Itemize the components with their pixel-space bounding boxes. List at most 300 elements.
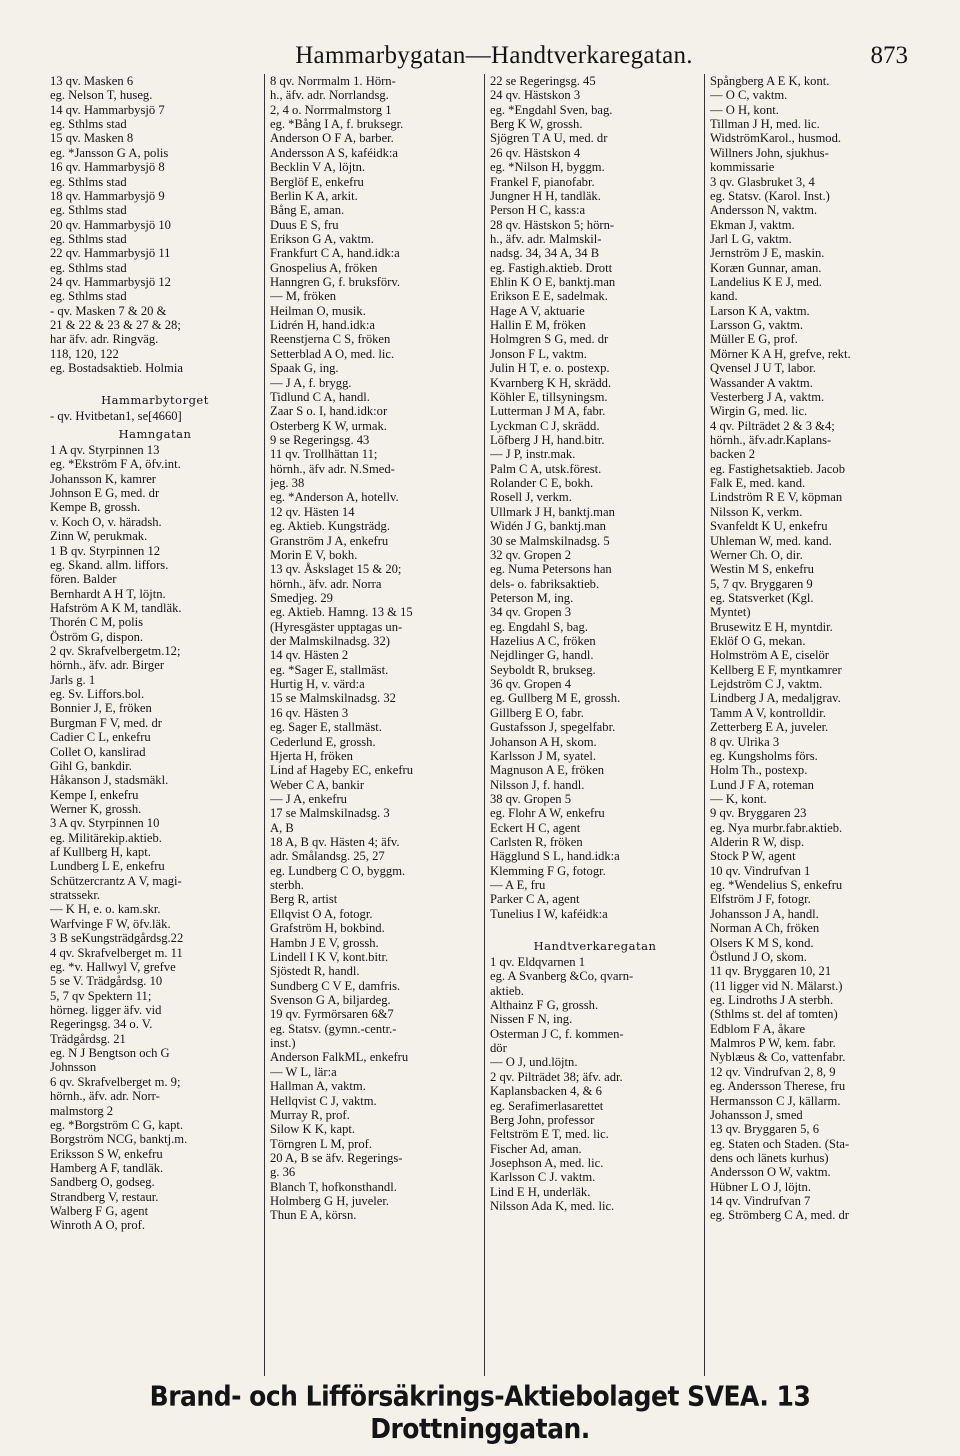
directory-entry: Edblom F A, åkare [710,1021,806,1036]
directory-entry: 3 A qv. Styrpinnen 10 [50,816,160,831]
directory-entry: Anderson O F A, barber. [270,131,394,146]
directory-entry: eg. Skand. allm. liffors. [50,557,169,572]
directory-entry: 2 qv. Skrafvelbergetm.12; [50,644,181,659]
directory-entry: eg. Numa Petersons han [490,562,612,577]
directory-entry: (Hyresgäster upptagas un- [270,619,403,634]
directory-entry: eg. *Jansson G A, polis [50,145,169,160]
directory-entry: eg. Sthlms stad [50,117,127,132]
directory-entry: Frankfurt C A, hand.idk:a [270,246,400,261]
directory-entry: Ehlin K O E, banktj.man [490,275,616,290]
directory-entry: 24 qv. Hästskon 3 [490,88,581,103]
directory-column-3 [484,74,704,1376]
directory-entry: Kempe I, enkefru [50,787,139,802]
directory-entry: Magnuson A E, fröken [490,763,605,778]
street-heading: Handtverkaregatan [533,938,657,953]
directory-entry: (11 ligger vid N. Mälarst.) [710,978,843,993]
directory-entry: Rolander C E, bokh. [490,476,594,491]
directory-entry: Nejdlinger G, handl. [490,648,594,663]
directory-entry: A, B [270,820,294,835]
directory-entry: Julin H T, e. o. postexp. [490,361,610,376]
directory-entry: — J P, instr.mak. [490,447,576,462]
directory-entry: — O J, und.löjtn. [490,1055,578,1070]
directory-entry: Nilsson Ada K, med. lic. [490,1199,615,1214]
directory-entry: WidströmKarol., husmod. [710,131,842,146]
page-title: Hammarbygatan—Handtverkaregatan. [295,42,693,69]
directory-entry: 12 qv. Vindrufvan 2, 8, 9 [710,1064,836,1079]
directory-entry: 14 qv. Hammarbysjö 7 [50,102,165,117]
directory-entry: Seyboldt R, brukseg. [490,662,596,677]
directory-entry: 10 qv. Vindrufvan 1 [710,863,811,878]
directory-entry: sterbh. [270,878,304,893]
directory-entry: kand. [710,289,738,304]
directory-entry: Wirgin G, med. lic. [710,404,808,419]
directory-entry: Nilsson K, verkm. [710,504,803,519]
directory-entry: 17 se Malmskilnadsg. 3 [270,806,390,821]
directory-entry: 20 qv. Hammarbysjö 10 [50,217,171,232]
directory-entry: Uhleman W, med. kand. [710,533,832,548]
directory-entry: eg. Flohr A W, enkefru [490,806,605,821]
directory-entry: — W L, lär:a [270,1064,337,1079]
directory-entry: Hamberg A F, tandläk. [50,1160,164,1175]
directory-entry: - qv. Hvitbetan1, se[4660] [50,409,182,424]
directory-entry: Strandberg V, restaur. [50,1189,159,1204]
directory-entry: 36 qv. Gropen 4 [490,677,572,692]
directory-entry: eg. Staten och Staden. (Sta- [710,1136,850,1151]
directory-entry: Widén J G, banktj.man [490,519,606,534]
directory-entry: adr. Smålandsg. 25, 27 [270,849,385,864]
directory-entry: eg. Serafimerlasarettet [490,1098,604,1113]
directory-entry: Hallin E M, fröken [490,318,586,333]
directory-entry: 24 qv. Hammarbysjö 12 [50,275,171,290]
directory-entry: Nyblæus & Co, vattenfabr. [710,1050,846,1065]
directory-entry: Qvensel J U T, labor. [710,361,816,376]
directory-entry: Berglöf E, enkefru [270,174,364,189]
directory-entry: Lejdström C J, vaktm. [710,677,823,692]
directory-columns [50,74,920,1376]
directory-entry: 3 B seKungsträdgårdsg.22 [50,931,184,946]
directory-entry: eg. Strömberg C A, med. dr [710,1208,849,1223]
directory-entry: 4 qv. Pilträdet 2 & 3 &4; [710,418,835,433]
directory-entry: eg. Aktieb. Kungsträdg. [270,519,390,534]
page-number: 873 [870,42,908,69]
directory-entry: 9 se Regeringsg. 43 [270,432,370,447]
directory-entry: Silow K K, kapt. [270,1122,356,1137]
directory-entry: Person H C, kass:a [490,203,586,218]
directory-entry: 14 qv. Hästen 2 [270,648,349,663]
directory-entry: hörnh., äfv. adr. Norra [270,576,382,591]
directory-entry: eg. Sthlms stad [50,203,127,218]
directory-entry: (Sthlms st. del af tomten) [710,1007,838,1022]
directory-entry: h., äfv. adr. Malmskil- [490,231,602,246]
directory-entry: Mörner K A H, grefve, rekt. [710,346,851,361]
directory-entry: Olsers K M S, kond. [710,935,814,950]
directory-entry: Weber C A, bankir [270,777,365,792]
directory-entry: eg. Bostadsaktieb. Holmia [50,361,183,376]
directory-entry: Kellberg E F, myntkamrer [710,662,842,677]
directory-entry: 22 qv. Hammarbysjö 11 [50,246,171,261]
directory-entry: Hanngren G, f. bruksförv. [270,275,400,290]
directory-entry: Tunelius I W, kaféidk:a [490,906,608,921]
directory-entry: — A E, fru [490,878,546,893]
directory-entry: Falk E, med. kand. [710,476,806,491]
directory-entry: Hägglund S L, hand.idk:a [490,849,620,864]
directory-entry: Zetterberg E A, juveler. [710,720,829,735]
directory-entry: Lindberg J A, medaljgrav. [710,691,841,706]
directory-entry: 1 qv. Eldqvarnen 1 [490,954,586,969]
directory-entry: Lind E H, underläk. [490,1184,591,1199]
directory-entry: Jernström J E, maskin. [710,246,825,261]
directory-entry: inst.) [270,1036,296,1051]
directory-entry: — O C, vaktm. [710,88,788,103]
directory-entry: malmstorg 2 [50,1103,114,1118]
directory-entry: Berg K W, grossh. [490,117,583,132]
directory-entry: Collet O, kanslirad [50,744,146,759]
directory-entry: hörnh., äfv adr. N.Smed- [270,461,395,476]
directory-entry: — J A, f. brygg. [270,375,352,390]
directory-entry: Hambn J E V, grossh. [270,935,379,950]
directory-entry: Tillman J H, med. lic. [710,117,820,132]
directory-entry: Stock P W, agent [710,849,796,864]
directory-entry: Bernhardt A H T, löjtn. [50,586,166,601]
directory-entry: 3 qv. Glasbruket 3, 4 [710,174,815,189]
directory-entry: 16 qv. Hammarbysjö 8 [50,160,165,175]
directory-entry: eg. Lindroths J A sterbh. [710,993,834,1007]
directory-entry: hörnh., äfv. adr. Norr- [50,1089,160,1104]
directory-entry: Westin M S, enkefru [710,562,814,577]
street-heading: Hamngatan [118,426,192,441]
directory-entry: Schützercrantz A V, magi- [50,873,182,888]
directory-entry: Lidrén H, hand.idk:a [270,318,375,333]
directory-entry: Johnson E G, med. dr [50,486,160,501]
directory-entry: Blanch T, hofkonsthandl. [270,1179,397,1194]
directory-entry: eg. *Engdahl Sven, bag. [490,102,613,117]
directory-entry: Eckert H C, agent [490,820,581,835]
directory-entry: Althainz F G, grossh. [490,998,599,1012]
directory-entry: Bonnier J, E, fröken [50,701,152,716]
directory-entry: Kempe B, grossh. [50,500,141,515]
directory-entry: Johansson J A, handl. [710,906,819,921]
directory-entry: — O H, kont. [710,102,779,117]
directory-entry: Öström G, dispon. [50,629,144,644]
directory-entry: Köhler E, tillsyningsm. [490,389,608,404]
directory-entry: eg. Sthlms stad [50,260,127,275]
directory-entry: Nilsson J, f. handl. [490,777,585,792]
directory-entry: Borgström NCG, banktj.m. [50,1132,188,1147]
directory-entry: eg. Kungsholms förs. [710,748,818,763]
directory-entry: 14 qv. Vindrufvan 7 [710,1194,811,1209]
directory-entry: Hellqvist C J, vaktm. [270,1093,377,1108]
directory-entry: Löfberg J H, hand.bitr. [490,432,605,447]
directory-entry: Osterberg K W, urmak. [270,418,387,433]
directory-entry: Hübner L O J, löjtn. [710,1179,811,1194]
directory-entry: Andersson O W, vaktm. [710,1165,831,1180]
directory-entry: 2, 4 o. Norrmalmstorg 1 [270,102,392,117]
directory-entry: Erikson E E, sadelmak. [490,289,608,304]
directory-entry: dels- o. fabriksaktieb. [490,576,600,591]
directory-entry: 21 & 22 & 23 & 27 & 28; [50,318,181,333]
directory-entry: Larsson G, vaktm. [710,318,804,333]
directory-entry: eg. Sager E, stallmäst. [270,720,382,735]
directory-entry: Spångberg A E K, kont. [710,74,830,88]
directory-entry: kommissarie [710,160,775,175]
directory-entry: 20 A, B se äfv. Regerings- [270,1150,403,1165]
directory-entry: Heilman O, musik. [270,303,366,318]
directory-entry: Hallman A, vaktm. [270,1079,366,1094]
directory-entry: Reenstjerna C S, fröken [270,332,391,347]
directory-entry: Willners John, sjukhus- [710,145,829,160]
directory-entry: Sjöstedt R, handl. [270,964,360,979]
directory-entry: Fischer Ad, aman. [490,1141,582,1156]
directory-entry: eg. Gullberg M E, grossh. [490,691,621,706]
directory-entry: 8 qv. Ulrika 3 [710,734,780,749]
directory-entry: Thorén C M, polis [50,615,144,630]
directory-entry: 18 A, B qv. Hästen 4; äfv. [270,835,400,850]
directory-entry: Warfvinge F W, öfv.läk. [50,916,171,931]
directory-entry: eg. Engdahl S, bag. [490,619,588,634]
directory-entry: Lindström R E V, köpman [710,490,843,505]
directory-entry: Lundberg L E, enkefru [50,859,165,874]
directory-entry: Feltström E T, med. lic. [490,1127,609,1142]
directory-entry: Werner Ch. O, dir. [710,547,803,562]
directory-entry: eg. *Borgström C G, kapt. [50,1117,184,1132]
directory-entry: Johansson K, kamrer [50,471,156,486]
directory-entry: Hurtig H, v. värd:a [270,677,365,692]
directory-entry: Walberg F G, agent [50,1204,149,1219]
directory-entry: Wassander A vaktm. [710,375,813,390]
directory-entry: 30 se Malmskilnadsg. 5 [490,533,610,548]
directory-entry: 32 qv. Gropen 2 [490,547,572,562]
directory-entry: Svenson G A, biljardeg. [270,993,391,1007]
directory-column-1 [50,74,264,1376]
directory-entry: hörnh., äfv. adr. Birger [50,658,165,673]
directory-entry: eg. Nelson T, huseg. [50,88,153,103]
directory-entry: Ellqvist O A, fotogr. [270,906,373,921]
directory-entry: Ekman J, vaktm. [710,217,795,232]
directory-entry: 22 se Regeringsg. 45 [490,74,596,88]
directory-entry: Holm Th., postexp. [710,763,808,778]
directory-entry: eg. *Sager E, stallmäst. [270,662,389,677]
directory-entry: Eklöf O G, mekan. [710,634,806,649]
directory-entry: — J A, enkefru [270,791,347,806]
directory-entry: — K H, e. o. kam.skr. [50,902,161,917]
advertisement-footer: Brand- och Lifförsäkrings-Aktiebolaget SVEA. 13 Drottninggatan. [149,1379,811,1445]
directory-entry: eg. A Svanberg &Co, qvarn- [490,969,634,984]
directory-entry: Setterblad A O, med. lic. [270,346,395,361]
directory-entry: eg. Sv. Liffors.bol. [50,687,145,702]
directory-column-4 [704,74,920,1376]
directory-entry: Hage A V, aktuarie [490,303,585,318]
directory-entry: Burgman F V, med. dr [50,715,162,730]
directory-entry: eg. *Bång I A, f. bruksegr. [270,117,404,132]
directory-entry: eg. Fastighetsaktieb. Jacob [710,461,846,476]
directory-entry: Berg John, professor [490,1112,595,1127]
directory-entry: der Malmskilnadsg. 32) [270,634,390,649]
directory-entry: Bång E, aman. [270,203,345,218]
directory-entry: Kvarnberg K H, skrädd. [490,375,612,390]
directory-entry: Hazelius A C, fröken [490,634,596,649]
directory-entry: eg. Statsv. (Karol. Inst.) [710,188,830,203]
directory-entry: Koræn Gunnar, aman. [710,260,822,275]
directory-entry: Müller E G, prof. [710,332,798,347]
directory-entry: 5, 7 qv. Bryggaren 9 [710,576,813,591]
directory-entry: Lyckman C J, skrädd. [490,418,600,433]
directory-entry: Holmgren S G, med. dr [490,332,609,347]
directory-entry: Klemming F G, fotogr. [490,863,606,878]
directory-entry: Malmros P W, kem. fabr. [710,1036,836,1051]
directory-entry: Karlsson C J. vaktm. [490,1170,596,1185]
directory-entry: Gustafsson J, spegelfabr. [490,720,616,735]
directory-entry: Josephson A, med. lic. [490,1155,604,1170]
directory-column-2 [264,74,484,1376]
directory-entry: 19 qv. Fyrmörsaren 6&7 [270,1007,394,1022]
directory-entry: Lind af Hageby EC, enkefru [270,763,414,778]
directory-entry: Elfström J F, fotogr. [710,892,811,907]
directory-entry: Granström J A, enkefru [270,533,389,548]
directory-entry: nadsg. 34, 34 A, 34 B [490,246,600,261]
directory-entry: g. 36 [270,1165,296,1180]
directory-entry: Gihl G, bankdir. [50,758,132,773]
directory-entry: Palm C A, utsk.förest. [490,461,602,476]
directory-entry: Cadier C L, enkefru [50,730,151,745]
directory-entry: — K, kont. [710,791,767,806]
directory-entry: stratssekr. [50,888,101,903]
directory-entry: Berlin K A, arkit. [270,188,358,203]
directory-entry: Rosell J, verkm. [490,490,572,505]
directory-entry: Johnsson [50,1060,97,1075]
directory-entry: Gnospelius A, fröken [270,260,378,275]
directory-entry: Jarl L G, vaktm. [710,231,792,246]
directory-entry: 12 qv. Hästen 14 [270,504,355,519]
directory-entry: eg. Aktieb. Hamng. 13 & 15 [270,605,413,620]
directory-entry: eg. *Anderson A, hotellv. [270,490,399,505]
directory-entry: Frankel F, pianofabr. [490,174,595,189]
directory-entry: eg. Nya murbr.fabr.aktieb. [710,820,843,835]
directory-entry: Landelius K E J, med. [710,275,822,290]
directory-entry: 2 qv. Pilträdet 38; äfv. adr. [490,1069,623,1084]
directory-entry: Östlund J O, skom. [710,949,807,964]
directory-entry: h., äfv. adr. Norrlandsg. [270,88,389,103]
directory-entry: Lindell I K V, kont.bitr. [270,949,389,964]
directory-entry: Larson K A, vaktm. [710,303,810,318]
directory-entry: Smedjeg. 29 [270,590,333,605]
directory-entry: Ullmark J H, banktj.man [490,504,615,519]
directory-entry: 9 qv. Bryggaren 23 [710,806,807,821]
directory-entry: 15 qv. Masken 8 [50,131,134,146]
directory-entry: Anderson FalkML, enkefru [270,1050,409,1065]
directory-entry: 13 qv. Bryggaren 5, 6 [710,1122,820,1137]
directory-entry: 34 qv. Gropen 3 [490,605,572,620]
directory-entry: 15 se Malmskilnadsg. 32 [270,691,396,706]
directory-entry: eg. Fastigh.aktieb. Drott [490,260,613,275]
directory-entry: backen 2 [710,447,756,462]
directory-entry: Berg R, artist [270,892,338,907]
directory-entry: Alderin R W, disp. [710,835,805,850]
directory-entry: Duus E S, fru [270,217,339,232]
page-header [80,42,908,72]
directory-entry: 1 A qv. Styrpinnen 13 [50,442,160,457]
directory-entry: Håkanson J, stadsmäkl. [50,773,169,788]
directory-entry: 118, 120, 122 [50,346,119,361]
directory-entry: 18 qv. Hammarbysjö 9 [50,188,165,203]
directory-entry: 6 qv. Skrafvelberget m. 9; [50,1074,181,1089]
directory-entry: 5, 7 qv Spektern 11; [50,988,152,1003]
directory-entry: 11 qv. Trollhättan 11; [270,447,378,462]
directory-entry: Svanfeldt K U, enkefru [710,519,828,534]
directory-entry: 28 qv. Hästskon 5; hörn- [490,217,615,232]
directory-entry: eg. *v. Hallwyl V, grefve [50,959,176,974]
directory-entry: Morin E V, bokh. [270,547,358,562]
directory-entry: — M, fröken [270,289,337,304]
directory-entry: eg. Statsverket (Kgl. [710,590,814,605]
street-heading: Hammarbytorget [101,392,209,407]
directory-entry: Trädgårdsg. 21 [50,1031,126,1046]
directory-entry: Hjerta H, fröken [270,748,353,763]
directory-entry: Winroth A O, prof. [50,1218,145,1233]
directory-entry: Eriksson S W, enkefru [50,1146,163,1161]
directory-entry: hörneg. ligger äfv. vid [50,1003,162,1017]
directory-entry: eg. Sthlms stad [50,231,127,246]
directory-entry: Grafström H, bokbind. [270,921,385,936]
directory-entry: 1 B qv. Styrpinnen 12 [50,543,161,558]
directory-entry: Hafström A K M, tandläk. [50,600,182,615]
directory-entry: Lund J F A, roteman [710,777,814,792]
directory-entry: 4 qv. Skrafvelberget m. 11 [50,945,183,960]
directory-entry: Parker C A, agent [490,892,580,907]
directory-entry: 5 se V. Trädgårdsg. 10 [50,974,163,989]
directory-entry: Becklin V A, löjtn. [270,160,366,175]
directory-entry: Zaar S o. I, hand.idk:or [270,404,388,419]
directory-entry: Vesterberg J A, vaktm. [710,389,825,404]
directory-entry: Tamm A V, kontrolldir. [710,705,826,720]
directory-entry: Erikson G A, vaktm. [270,231,374,246]
directory-entry: eg. *Wendelius S, enkefru [710,878,843,893]
directory-entry: eg. N J Bengtson och G [50,1046,170,1061]
directory-entry: 26 qv. Hästskon 4 [490,145,581,160]
directory-entry: Carlsten R, fröken [490,835,583,850]
directory-entry: eg. *Ekström F A, öfv.int. [50,457,181,472]
directory-entry [50,376,260,390]
directory-entry: Brusewitz E H, myntdir. [710,619,833,634]
directory-entry: Cederlund E, grossh. [270,734,376,749]
directory-entry: dör [490,1041,507,1056]
directory-entry: Sjögren T A U, med. dr [490,131,608,146]
directory-entry: Holmström A E, ciselör [710,648,829,663]
directory-entry: v. Koch O, v. häradsh. [50,514,162,529]
directory-entry: Spaak G, ing. [270,361,339,376]
directory-entry: 8 qv. Norrmalm 1. Hörn- [270,74,396,88]
directory-entry: aktieb. [490,983,524,998]
directory-entry: har äfv. adr. Ringväg. [50,332,159,347]
directory-entry: Thun E A, körsn. [270,1208,357,1223]
directory-entry: Jarls g. 1 [50,672,96,687]
directory-entry: Johansson J, smed [710,1107,803,1122]
directory-entry: Andersson N, vaktm. [710,203,818,218]
directory-entry: 11 qv. Bryggaren 10, 21 [710,964,832,979]
directory-entry: Zinn W, perukmak. [50,529,148,544]
directory-entry: Sandberg O, godseg. [50,1175,155,1190]
directory-entry: eg. Statsv. (gymn.-centr.- [270,1021,397,1036]
directory-entry: fören. Balder [50,572,117,587]
directory-entry: Holmberg G H, juveler. [270,1194,390,1209]
directory-entry: Myntet) [710,605,751,620]
directory-entry: eg. Lundberg C O, byggm. [270,863,406,878]
directory-entry: 13 qv. Åskslaget 15 & 20; [270,562,402,577]
directory-entry: Peterson M, ing. [490,590,574,605]
directory-entry: Andersson A S, kaféidk:a [270,145,399,160]
directory-entry: Johanson A H, skom. [490,734,597,749]
directory-entry: Hermansson C J, källarm. [710,1093,841,1108]
directory-entry: eg. Militärekip.aktieb. [50,830,162,845]
